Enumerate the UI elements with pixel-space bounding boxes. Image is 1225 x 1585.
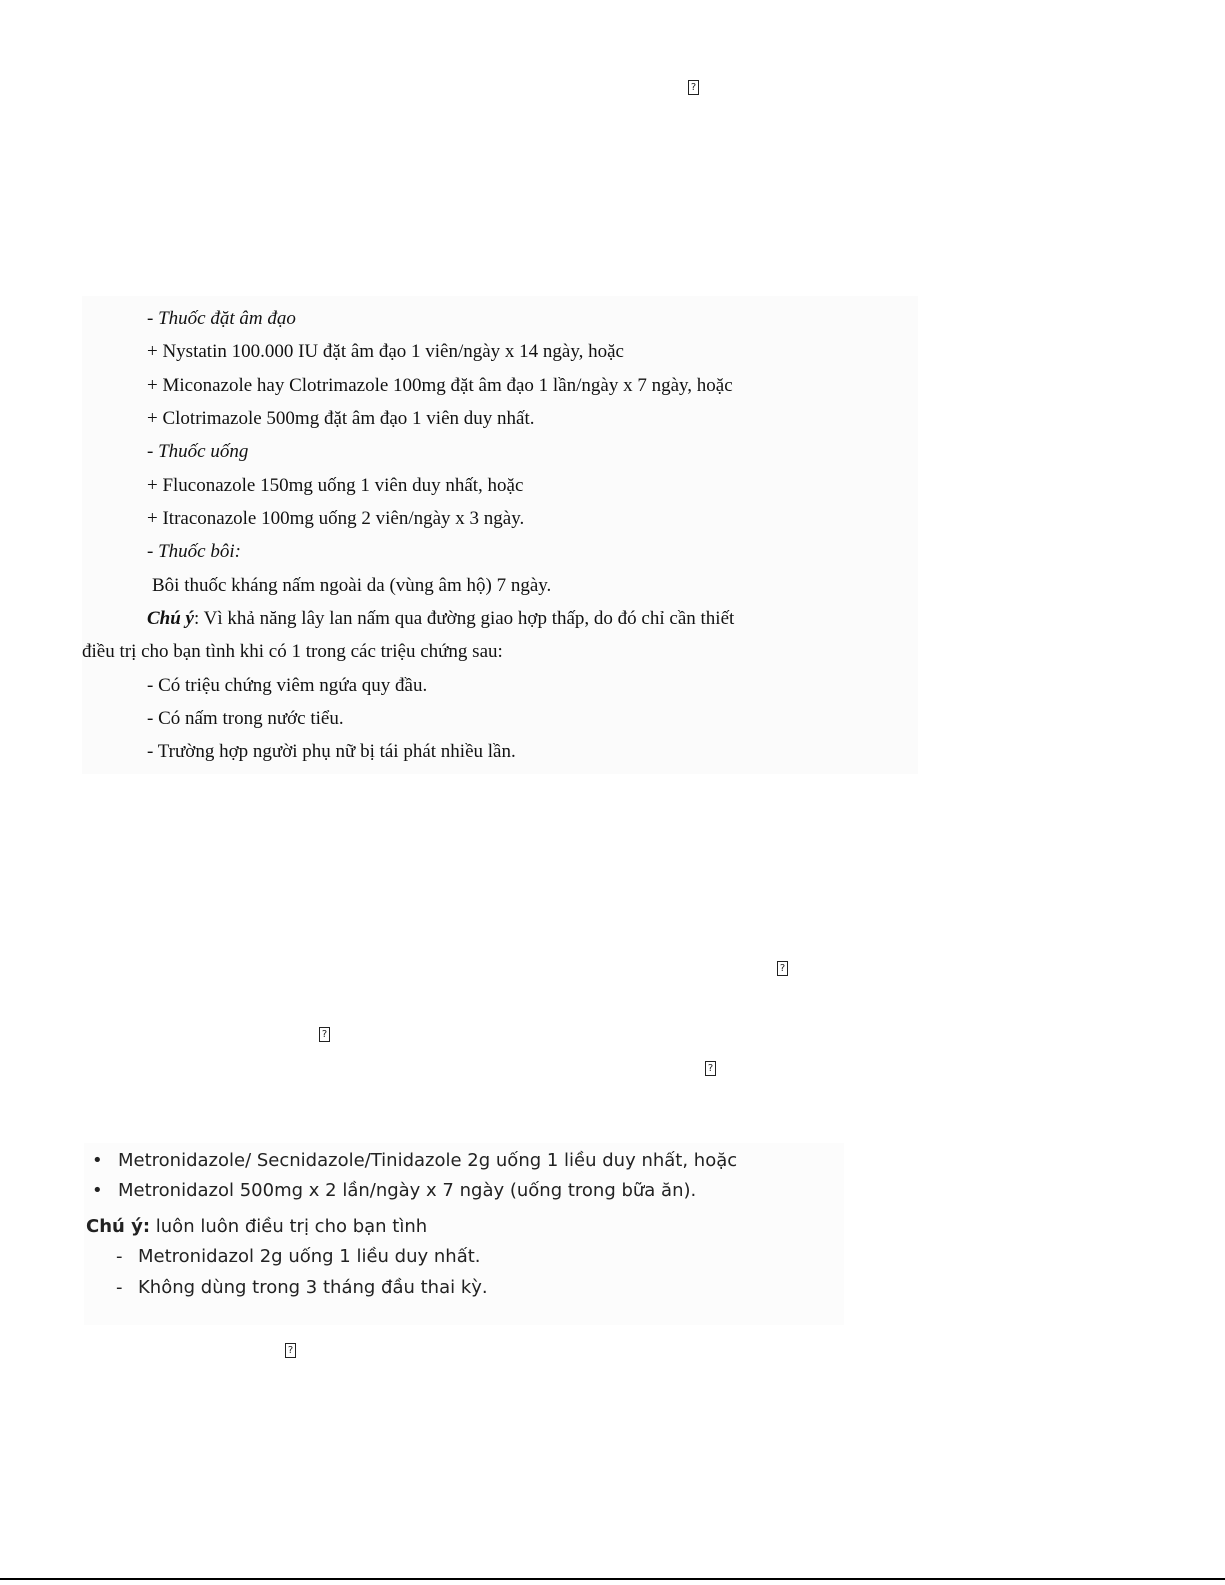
- missing-glyph-icon: ?: [777, 961, 788, 976]
- note-line: [86, 1216, 427, 1237]
- bullet-text: Metronidazol 500mg x 2 lần/ngày x 7 ngày (uống trong bữa ăn).: [118, 1180, 697, 1201]
- topical-heading: - Thuốc bôi:: [147, 541, 241, 562]
- dash-icon: -: [116, 1246, 123, 1267]
- missing-glyph-icon: ?: [688, 80, 699, 95]
- note-label: Chú ý:: [86, 1216, 151, 1237]
- vaginal-heading: - Thuốc đặt âm đạo: [147, 308, 296, 329]
- dash-item: [116, 1277, 488, 1298]
- note-text: luôn luôn điều trị cho bạn tình: [150, 1216, 428, 1237]
- scanned-excerpt-fungal-treatment: [82, 296, 918, 774]
- missing-glyph-icon: ?: [285, 1343, 296, 1358]
- list-item: + Nystatin 100.000 IU đặt âm đạo 1 viên/ngày x 14 ngày, hoặc: [147, 341, 624, 362]
- list-item: + Miconazole hay Clotrimazole 100mg đặt âm đạo 1 lần/ngày x 7 ngày, hoặc: [147, 375, 733, 396]
- bullet-icon: •: [92, 1150, 103, 1171]
- scanned-excerpt-metronidazole: [84, 1143, 844, 1325]
- bullet-item: [92, 1180, 696, 1201]
- bullet-icon: •: [92, 1180, 103, 1201]
- note-text-continued: điều trị cho bạn tình khi có 1 trong các triệu chứng sau:: [82, 641, 503, 662]
- missing-glyph-icon: ?: [319, 1027, 330, 1042]
- note-text: : Vì khả năng lây lan nấm qua đường giao hợp thấp, do đó chỉ cần thiết: [194, 608, 735, 629]
- oral-heading: - Thuốc uống: [147, 441, 249, 462]
- list-item: - Trường hợp người phụ nữ bị tái phát nhiều lần.: [147, 741, 516, 762]
- list-item: - Có nấm trong nước tiểu.: [147, 708, 344, 729]
- bullet-item: [92, 1150, 737, 1171]
- missing-glyph-icon: ?: [705, 1061, 716, 1076]
- page-bottom-rule: [0, 1578, 1225, 1580]
- note-label: Chú ý: [147, 608, 194, 629]
- dash-icon: -: [116, 1277, 123, 1298]
- dash-text: Không dùng trong 3 tháng đầu thai kỳ.: [138, 1277, 488, 1298]
- dash-item: [116, 1246, 481, 1267]
- list-item: - Có triệu chứng viêm ngứa quy đầu.: [147, 675, 428, 696]
- list-item: + Fluconazole 150mg uống 1 viên duy nhất, hoặc: [147, 475, 524, 496]
- topical-text: Bôi thuốc kháng nấm ngoài da (vùng âm hộ) 7 ngày.: [152, 575, 552, 596]
- list-item: + Clotrimazole 500mg đặt âm đạo 1 viên duy nhất.: [147, 408, 535, 429]
- list-item: + Itraconazole 100mg uống 2 viên/ngày x 3 ngày.: [147, 508, 525, 529]
- bullet-text: Metronidazole/ Secnidazole/Tinidazole 2g uống 1 liều duy nhất, hoặc: [118, 1150, 738, 1171]
- dash-text: Metronidazol 2g uống 1 liều duy nhất.: [138, 1246, 481, 1267]
- note-line: [147, 608, 734, 630]
